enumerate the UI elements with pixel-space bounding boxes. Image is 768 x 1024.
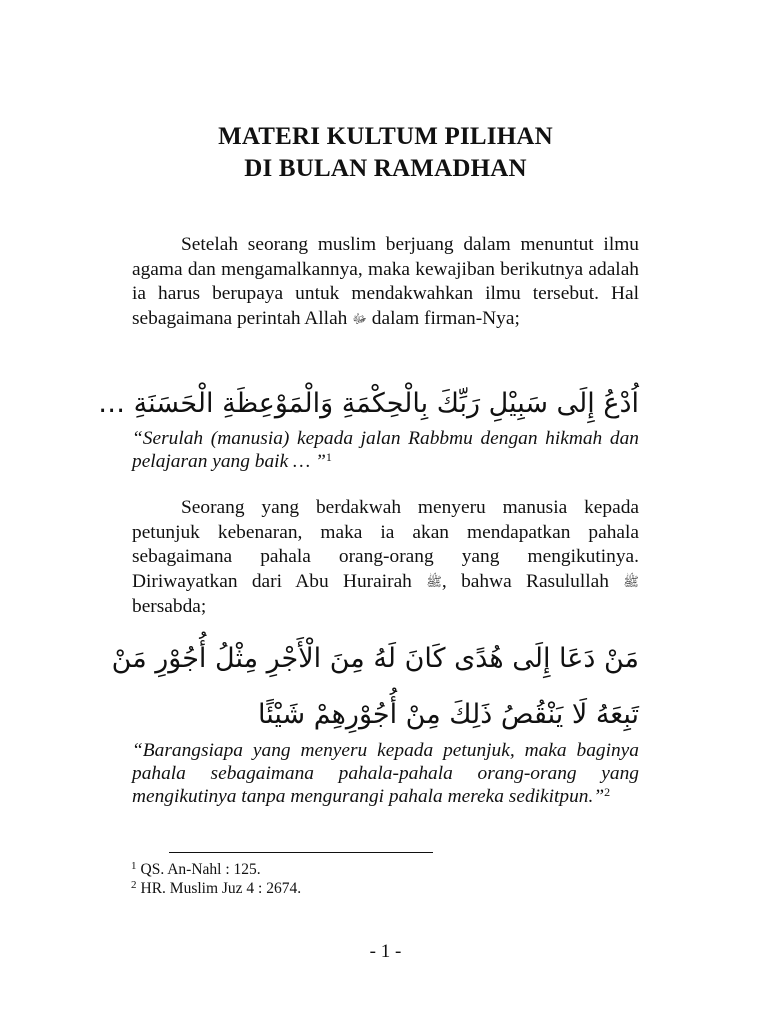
paragraph-dakwah-text-end: bersabda;: [132, 596, 207, 618]
quran-verse-arabic: اُدْعُ إِلَى سَبِيْلِ رَبِّكَ بِالْحِكْمَةِ وَالْمَوْعِظَةِ الْحَسَنَةِ …: [98, 388, 639, 419]
page-title: [132, 121, 639, 185]
title-line-1: MATERI KULTUM PILIHAN: [218, 123, 553, 150]
quran-verse-translation: [132, 427, 639, 473]
footnote-ref-2[interactable]: 2: [604, 785, 611, 799]
footnote-number: 2: [131, 879, 137, 891]
footnote-ref-1[interactable]: 1: [325, 450, 332, 464]
paragraph-dakwah-text: Seorang yang berdakwah menyeru manusia kepada petunjuk kebenaran, maka ia akan mendapatkan pahala sebagaimana pahala orang-orang yang mengikutinya. Diriwayatkan dari Abu Hurairah: [132, 497, 639, 592]
footnote-number: 1: [131, 860, 137, 872]
paragraph-dakwah-text-mid: , bahwa Rasulullah: [441, 570, 609, 592]
footnote-text: QS. An-Nahl : 125.: [140, 861, 261, 878]
honorific-shalallahu-icon: ﷺ: [623, 574, 640, 590]
footnote-item: [131, 860, 301, 879]
footnote-text: HR. Muslim Juz 4 : 2674.: [140, 880, 302, 897]
hadith-translation: [132, 739, 639, 808]
footnote-item: [131, 879, 301, 898]
paragraph-intro-text-end: dalam firman-Nya;: [371, 307, 520, 329]
honorific-radhiyallahu-icon: ﷺ: [426, 574, 442, 590]
hadith-translation-text: “Barangsiapa yang menyeru kepada petunjuk, maka baginya pahala sebagaimana pahala-pahala orang-orang yang mengikutinya tanpa mengurangi pahala mereka sedikitpun.”: [132, 740, 639, 807]
honorific-icon: ﷻ: [352, 311, 367, 327]
footnotes: [131, 860, 301, 898]
paragraph-intro: [132, 233, 639, 332]
paragraph-dakwah: [132, 496, 639, 620]
hadith-arabic-line-1: مَنْ دَعَا إِلَى هُدًى كَانَ لَهُ مِنَ الْأَجْرِ مِثْلُ أُجُوْرِ مَنْ: [111, 643, 639, 674]
hadith-arabic: [111, 631, 639, 743]
page-number: - 1 -: [369, 941, 402, 962]
title-line-2: DI BULAN RAMADHAN: [244, 155, 527, 182]
hadith-arabic-line-2: تَبِعَهُ لَا يَنْقُصُ ذَلِكَ مِنْ أُجُوْرِهِمْ شَيْئًا: [257, 699, 639, 730]
paragraph-intro-text: Setelah seorang muslim berjuang dalam menuntut ilmu agama dan mengamalkannya, maka kewajiban berikutnya adalah ia harus berupaya untuk mendakwahkan ilmu tersebut. Hal sebagaimana perintah Allah: [132, 234, 639, 329]
quran-translation-text: “Serulah (manusia) kepada jalan Rabbmu dengan hikmah dan pelajaran yang baik … ”: [132, 428, 639, 472]
footnote-divider: [169, 852, 433, 853]
